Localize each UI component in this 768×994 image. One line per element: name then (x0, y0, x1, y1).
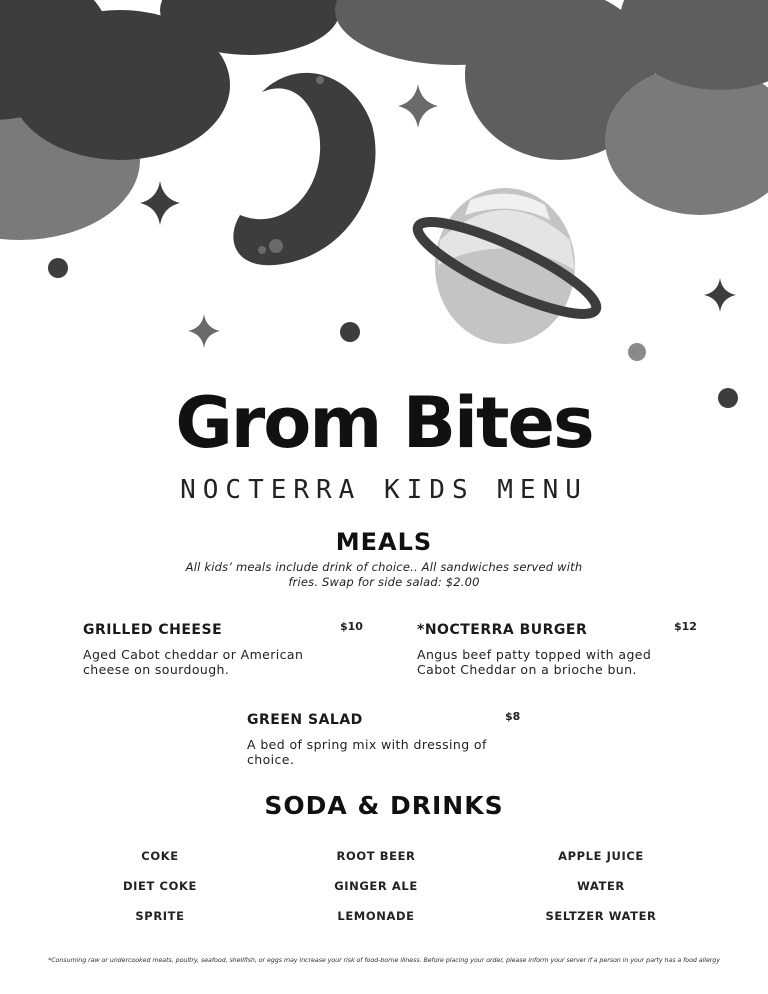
right-cloud-icon (335, 0, 768, 215)
star-icon (398, 84, 438, 128)
star-icon (704, 278, 736, 312)
item-description: A bed of spring mix with dressing of choice. (247, 737, 487, 767)
space-illustration (0, 0, 768, 380)
page-subtitle: NOCTERRA KIDS MENU (180, 475, 588, 505)
dot-icon (340, 322, 360, 342)
drink-item: SELTZER WATER (545, 909, 657, 923)
item-price: $10 (340, 620, 363, 633)
drink-item: APPLE JUICE (558, 849, 644, 863)
drink-item: COKE (141, 849, 179, 863)
star-icon (140, 181, 180, 225)
meals-heading: MEALS (335, 528, 433, 556)
dot-icon (628, 343, 646, 361)
drink-item: SPRITE (135, 909, 185, 923)
meals-note: All kids’ meals include drink of choice.. All sandwiches served with fries. Swap for side salad: $2.00 (185, 560, 583, 589)
drinks-heading: SODA & DRINKS (264, 791, 504, 820)
item-description: Angus beef patty topped with aged Cabot Cheddar on a brioche bun. (417, 647, 652, 677)
dot-icon (48, 258, 68, 278)
item-price: $8 (505, 710, 521, 723)
drink-item: WATER (577, 879, 625, 893)
page-title: Grom Bites (175, 382, 593, 464)
moon-icon (233, 73, 375, 265)
item-name: GREEN SALAD (247, 712, 363, 728)
drink-item: DIET COKE (123, 879, 197, 893)
drink-item: ROOT BEER (336, 849, 416, 863)
item-name: *NOCTERRA BURGER (417, 622, 588, 638)
drink-item: LEMONADE (337, 909, 415, 923)
item-description: Aged Cabot cheddar or American cheese on sourdough. (83, 647, 304, 677)
planet-icon (409, 188, 605, 344)
star-icon (188, 314, 220, 348)
item-name: GRILLED CHEESE (83, 622, 223, 638)
allergy-disclaimer: *Consuming raw or undercooked meats, poultry, seafood, shellfish, or eggs may increase your risk of food-borne illness. Before placing your order, please inform your server if a person in your party has a food allergy (48, 956, 720, 964)
item-price: $12 (674, 620, 697, 633)
drink-item: GINGER ALE (334, 879, 418, 893)
